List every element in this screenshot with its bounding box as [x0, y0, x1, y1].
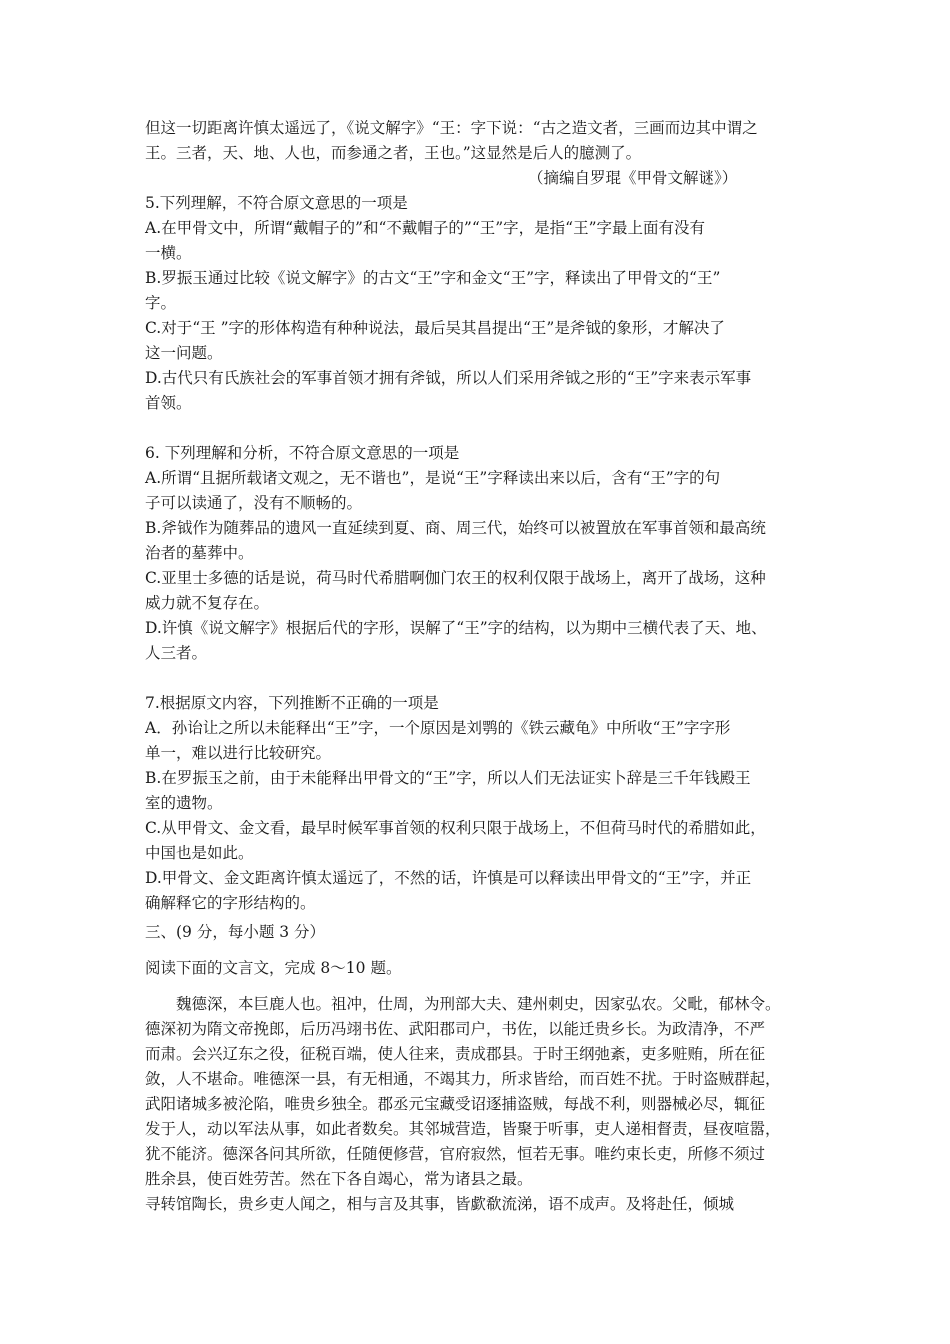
section-3-instruction: 阅读下面的文言文，完成 8～10 题。 [145, 959, 402, 977]
intro-line-2: 王。三者，天、地、人也，而参通之者，王也。”这显然是后人的臆测了。 [145, 144, 642, 162]
passage-line-6: 发于人，动以军法从事，如此者数矣。其邻城营造，皆聚于听事，吏人递相督责，昼夜喧嚣， [145, 1120, 781, 1138]
question-5-option-c: C.对于“王 ”字的形体构造有种种说法，最后吴其昌提出“王”是斧钺的象形，才解决了 [145, 319, 725, 337]
passage-line-7: 犹不能济。德深各问其所欲，任随便修营，官府寂然，恒若无事。唯约束长吏，所修不须过 [145, 1145, 766, 1163]
question-5-option-d-cont: 首领。 [145, 394, 192, 412]
question-5-stem: 5.下列理解，不符合原文意思的一项是 [145, 194, 408, 212]
question-5-option-c-cont: 这一问题。 [145, 344, 223, 362]
question-6-option-d-cont: 人三者。 [145, 644, 208, 662]
question-5-option-d: D.古代只有氏族社会的军事首领才拥有斧钺，所以人们采用斧钺之形的“王”字来表示军事 [145, 369, 752, 387]
question-7-option-d: D.甲骨文、金文距离许慎太遥远了，不然的话，许慎是可以释读出甲骨文的“王”字，并正 [145, 869, 752, 887]
question-5-option-b-cont: 字。 [145, 294, 177, 312]
passage-line-9: 寻转馆陶长，贵乡吏人闻之，相与言及其事，皆歔欷流涕，语不成声。及将赴任，倾城 [145, 1195, 735, 1213]
question-6-option-a: A.所谓“且据所载诸文观之，无不谐也”，是说“王”字释读出来以后，含有“王”字的句 [145, 469, 721, 487]
question-7-option-d-cont: 确解释它的字形结构的。 [145, 894, 316, 912]
question-7-stem: 7.根据原文内容，下列推断不正确的一项是 [145, 694, 439, 712]
question-7-option-b-cont: 室的遗物。 [145, 794, 223, 812]
question-5-option-b: B.罗振玉通过比较《说文解字》的古文“王”字和金文“王”字，释读出了甲骨文的“王” [145, 269, 721, 287]
passage-line-5: 武阳诸城多被沦陷，唯贵乡独全。郡丞元宝藏受诏逐捕盗贼，每战不利，则器械必尽，辄征 [145, 1095, 766, 1113]
source-citation: （摘编自罗琨《甲骨文解谜》） [528, 169, 738, 187]
question-6-option-b: B.斧钺作为随葬品的遗风一直延续到夏、商、周三代，始终可以被置放在军事首领和最高统 [145, 519, 766, 537]
question-6-option-c: C.亚里士多德的话是说，荷马时代希腊啊伽门农王的权利仅限于战场上，离开了战场，这种 [145, 569, 766, 587]
question-6-option-b-cont: 治者的墓葬中。 [145, 544, 254, 562]
question-7-option-b: B.在罗振玉之前，由于未能释出甲骨文的“王”字，所以人们无法证实卜辞是三千年钱殿王 [145, 769, 751, 787]
passage-line-8: 胜余县，使百姓劳苦。然在下各自竭心，常为诸县之最。 [145, 1170, 533, 1188]
question-5-option-a-cont: 一横。 [145, 244, 192, 262]
question-7-option-a-cont: 单一，难以进行比较研究。 [145, 744, 332, 762]
question-7-option-a: A．孙诒让之所以未能释出“王”字，一个原因是刘鹗的《铁云藏龟》中所收“王”字字形 [145, 719, 731, 737]
question-6-option-d: D.许慎《说文解字》根据后代的字形，误解了“王”字的结构，以为期中三横代表了天、地、 [145, 619, 767, 637]
question-7-option-c: C.从甲骨文、金文看，最早时候军事首领的权利只限于战场上，不但荷马时代的希腊如此， [145, 819, 766, 837]
passage-line-2: 德深初为隋文帝挽郎，后历冯翊书佐、武阳郡司户，书佐，以能迁贵乡长。为政清净，不严 [145, 1020, 766, 1038]
section-3-header: 三、(9 分，每小题 3 分） [145, 923, 326, 941]
question-7-option-c-cont: 中国也是如此。 [145, 844, 254, 862]
passage-line-4: 敛，人不堪命。唯德深一县，有无相通，不竭其力，所求皆给，而百姓不扰。于时盗贼群起， [145, 1070, 781, 1088]
intro-line-1: 但这一切距离许慎太遥远了，《说文解字》“王：字下说：“古之造文者，三画而边其中谓之 [145, 119, 758, 137]
question-5-option-a: A.在甲骨文中，所谓“戴帽子的”和“不戴帽子的”“王”字，是指“王”字最上面有没有 [145, 219, 706, 237]
question-6-stem: 6. 下列理解和分析，不符合原文意思的一项是 [145, 444, 460, 462]
passage-line-3: 而肃。会兴辽东之役，征税百端，使人往来，责成郡县。于时王纲弛紊，吏多赃贿，所在征 [145, 1045, 766, 1063]
question-6-option-a-cont: 子可以读通了，没有不顺畅的。 [145, 494, 363, 512]
question-6-option-c-cont: 威力就不复存在。 [145, 594, 270, 612]
passage-line-1: 魏德深，本巨鹿人也。祖冲，仕周，为刑部大夫、建州刺史，因家弘农。父毗，郁林令。 [145, 995, 781, 1013]
